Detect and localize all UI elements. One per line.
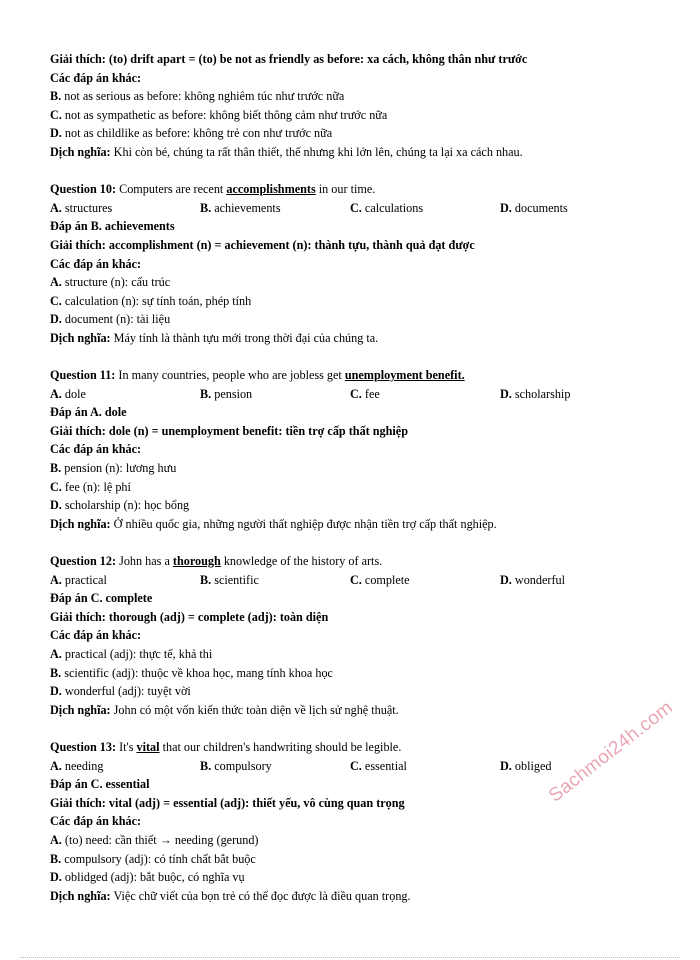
- option-c: C. essential: [350, 758, 407, 773]
- other-answer-item: D. oblidged (adj): bắt buộc, có nghĩa vụ: [50, 870, 245, 885]
- option-c: C. fee: [350, 386, 380, 401]
- question-stem: Question 13: It's vital that our children's handwriting should be legible.: [50, 739, 402, 754]
- translation-line: Dịch nghĩa: Ở nhiều quốc gia, những người thất nghiệp được nhận tiền trợ cấp thất nghiệp.: [50, 516, 497, 531]
- other-answer-item: B. compulsory (adj): có tính chất bắt buộc: [50, 851, 256, 866]
- option-d: D. documents: [500, 200, 568, 215]
- other-answer-item: B. not as serious as before: không nghiêm túc như trước nữa: [50, 89, 345, 104]
- other-answer-item: C. calculation (n): sự tính toán, phép tính: [50, 293, 252, 308]
- correct-answer: Đáp án A. dole: [50, 405, 127, 420]
- explanation-line: Giải thích: (to) drift apart = (to) be not as friendly as before: xa cách, không thân như trước: [50, 52, 528, 66]
- key-word: accomplishments: [226, 182, 316, 197]
- option-d: D. obliged: [500, 758, 552, 773]
- key-word: unemployment benefit.: [344, 368, 465, 383]
- key-word: thorough: [172, 554, 221, 569]
- page-bottom-divider: [20, 957, 680, 958]
- correct-answer: Đáp án C. essential: [50, 777, 150, 792]
- option-b: B. scientific: [200, 572, 259, 587]
- correct-answer: Đáp án C. complete: [50, 591, 153, 606]
- other-answer-item: C. not as sympathetic as before: không biết thông cảm như trước nữa: [50, 107, 388, 122]
- other-answer-item: A. practical (adj): thực tế, khả thi: [50, 647, 213, 661]
- question-block-13: [50, 738, 650, 905]
- explanation-line: Giải thích: dole (n) = unemployment benefit: tiền trợ cấp thất nghiệp: [50, 423, 408, 438]
- other-answer-item: A. (to) need: cần thiết → needing (gerund): [50, 832, 259, 847]
- explanation-line: Giải thích: thorough (adj) = complete (adj): toàn diện: [50, 609, 329, 624]
- other-answers-heading: Các đáp án khác:: [50, 628, 142, 643]
- other-answer-item: D. scholarship (n): học bổng: [50, 498, 190, 513]
- option-b: B. pension: [200, 386, 253, 401]
- question-block-10: [50, 180, 650, 347]
- option-c: C. calculations: [350, 200, 424, 215]
- explanation-line: Giải thích: accomplishment (n) = achievement (n): thành tựu, thành quả đạt được: [50, 237, 475, 252]
- option-d: D. wonderful: [500, 572, 565, 587]
- translation-line: Dịch nghĩa: Máy tính là thành tựu mới trong thời đại của chúng ta.: [50, 330, 379, 345]
- explanation-line: Giải thích: vital (adj) = essential (adj): thiết yếu, vô cùng quan trọng: [50, 795, 405, 810]
- other-answers-heading: Các đáp án khác:: [50, 442, 142, 457]
- question-block-11: [50, 366, 650, 533]
- watermark: Sachmoi24h.com: [545, 697, 677, 807]
- other-answer-item: A. structure (n): cấu trúc: [50, 275, 171, 290]
- option-b: B. compulsory: [200, 758, 272, 773]
- option-c: C. complete: [350, 572, 410, 587]
- option-a: A. practical: [50, 572, 107, 587]
- option-a: A. needing: [50, 758, 104, 773]
- other-answer-item: B. scientific (adj): thuộc về khoa học, mang tính khoa học: [50, 665, 333, 680]
- option-a: A. structures: [50, 200, 113, 215]
- option-d: D. scholarship: [500, 386, 571, 401]
- answer-options: [50, 385, 650, 404]
- option-b: B. achievements: [200, 200, 281, 215]
- question-block-12: [50, 552, 650, 719]
- translation-line: Dịch nghĩa: Khi còn bé, chúng ta rất thân thiết, thế nhưng khi lớn lên, chúng ta lại xa cách nhau.: [50, 144, 523, 159]
- translation-line: Dịch nghĩa: John có một vốn kiến thức toàn diện về lịch sử nghệ thuật.: [50, 702, 399, 717]
- answer-options: [50, 757, 650, 776]
- other-answer-item: D. document (n): tài liệu: [50, 312, 171, 327]
- other-answer-item: C. fee (n): lệ phí: [50, 479, 131, 494]
- question-stem: Question 10: Computers are recent accomplishments in our time.: [50, 182, 376, 197]
- correct-answer: Đáp án B. achievements: [50, 219, 175, 234]
- answer-options: [50, 199, 650, 218]
- question-stem: Question 12: John has a thorough knowledge of the history of arts.: [50, 554, 383, 569]
- other-answers-heading: Các đáp án khác:: [50, 256, 142, 271]
- other-answer-item: B. pension (n): lương hưu: [50, 461, 177, 476]
- other-answers-heading: Các đáp án khác:: [50, 70, 142, 85]
- question-stem: Question 11: In many countries, people who are jobless get unemployment benefit.: [50, 368, 465, 383]
- option-a: A. dole: [50, 386, 86, 401]
- translation-line: Dịch nghĩa: Việc chữ viết của bọn trẻ có thể đọc được là điều quan trọng.: [50, 888, 411, 903]
- other-answers-heading: Các đáp án khác:: [50, 814, 142, 829]
- key-word: vital: [136, 739, 160, 754]
- answer-options: [50, 571, 650, 590]
- other-answer-item: D. wonderful (adj): tuyệt vời: [50, 684, 191, 699]
- other-answer-item: D. not as childlike as before: không trẻ con như trước nữa: [50, 126, 333, 141]
